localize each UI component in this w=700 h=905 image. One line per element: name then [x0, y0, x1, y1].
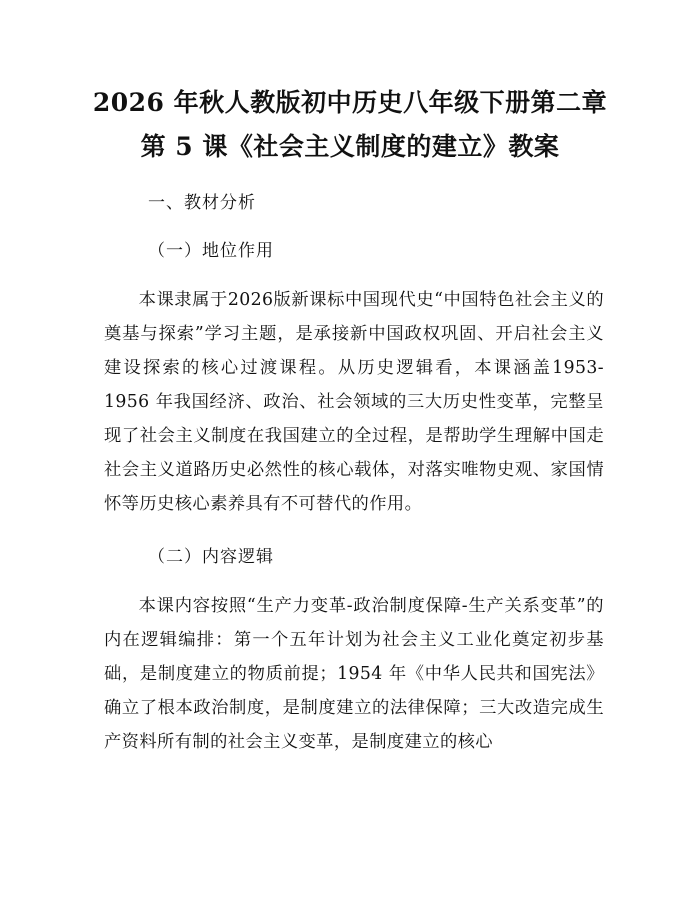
paragraph-content-logic: 本课内容按照“生产力变革-政治制度保障-生产关系变革”的内在逻辑编排：第一个五年计划为社会主义工业化奠定初步基础，是制度建立的物质前提；1954 年《中华人民共和国宪法》确立了根本政治制度，是制度建立的法律保障；三大改造完成生产资料所有制的社会主义变革，是制度建立的核心 — [104, 596, 604, 752]
subsection-heading-content-logic: （二）内容逻辑 — [148, 547, 274, 567]
subsection-heading-position-role: （一）地位作用 — [148, 241, 274, 261]
section-heading-textbook-analysis: 一、教材分析 — [148, 193, 256, 213]
document-title-line-2: 第 5 课《社会主义制度的建立》教案 — [140, 132, 560, 161]
document-title-line-1: 2026 年秋人教版初中历史八年级下册第二章 — [92, 88, 608, 117]
paragraph-position-role: 本课隶属于2026版新课标中国现代史“中国特色社会主义的奠基与探索”学习主题，是承接新中国政权巩固、开启社会主义建设探索的核心过渡课程。从历史逻辑看，本课涵盖1953-1956 年我国经济、政治、社会领域的三大历史性变革，完整呈现了社会主义制度在我国建立的全过程，是帮助学生理解中国走社会主义道路历史必然性的核心载体，对落实唯物史观、家国情怀等历史核心素养具有不可替代的作用。 — [104, 290, 604, 514]
